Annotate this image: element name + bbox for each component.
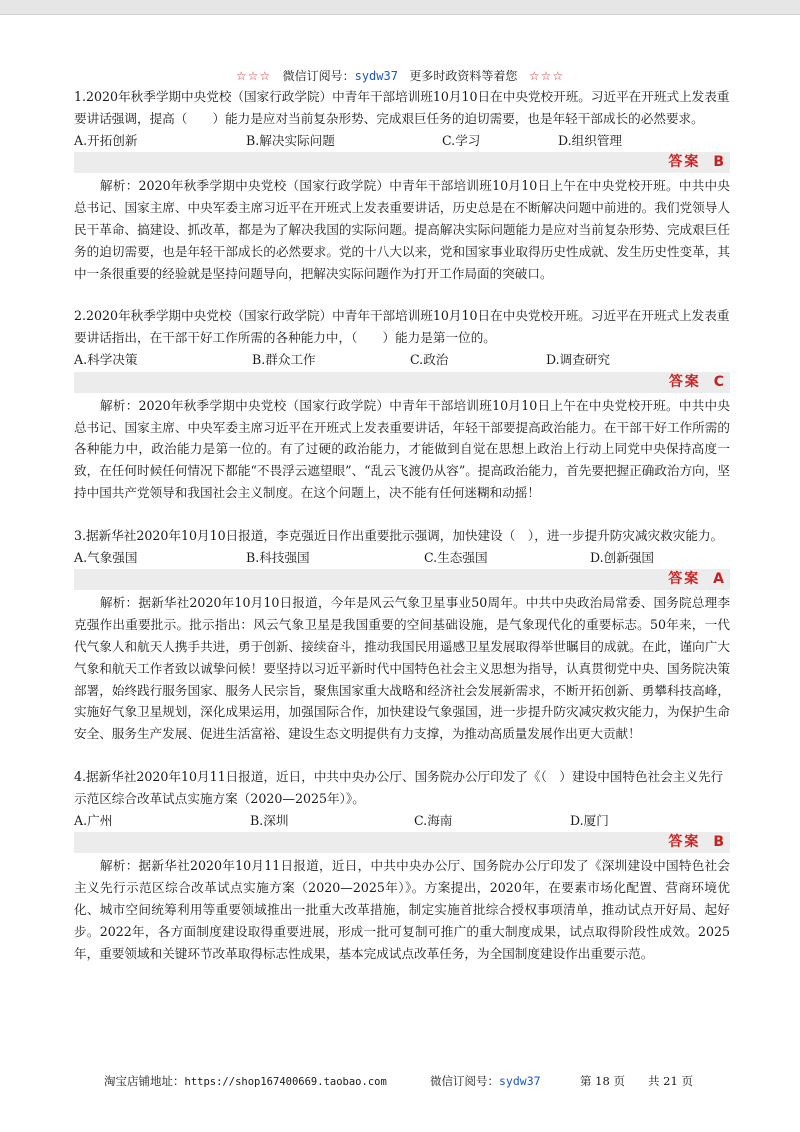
option: B.解决实际问题: [246, 132, 335, 148]
question-2-stem: 2.2020年秋季学期中央党校（国家行政学院）中青年干部培训班10月10日在中央党校开班。习近平在开班式上发表重要讲话指出，在干部干好工作所需的各种能力中，（ ）能力是第一位的。: [74, 308, 730, 346]
option: D.厦门: [570, 812, 609, 828]
document-body: [74, 86, 730, 964]
answer-label: 答案: [668, 571, 701, 588]
footer-wechat-label: 微信订阅号：: [430, 1074, 499, 1088]
option: D.调查研究: [546, 351, 611, 367]
question-3-stem: 3.据新华社2020年10月10日报道，李克强近日作出重要批示强调，加快建设（ ），进一步提升防灾减灾救灾能力。: [74, 527, 724, 543]
footer-shop-url[interactable]: https://shop167400669.taobao.com: [184, 1076, 387, 1088]
header-stars-left: ☆☆☆: [235, 69, 272, 83]
question-1-explanation: 解析：2020年秋季学期中央党校（国家行政学院）中青年干部培训班10月10日上午在中央党校开班。中共中央总书记、国家主席、中央军委主席习近平在开班式上发表重要讲话，历史总是在不断解决问题中前进的。我们党领导人民干革命、搞建设、抓改革，都是为了解决我国的实际问题。提高解决实际问题能力是应对当前复杂形势、完成艰巨任务的迫切需要，也是年轻干部成长的必然要求。党的十八大以来，党和国家事业取得历史性成就、发生历史性变革，其中一条很重要的经验就是坚持问题导向，把解决实际问题作为打开工作局面的突破口。: [74, 178, 730, 281]
option: C.海南: [414, 812, 453, 828]
option: D.组织管理: [558, 132, 623, 148]
answer-label: 答案: [668, 373, 701, 390]
option: A.气象强国: [74, 549, 138, 565]
page-number: 第 18 页: [580, 1074, 625, 1088]
footer-wechat: [430, 1073, 541, 1089]
option: A.科学决策: [74, 351, 138, 367]
header-label: 微信订阅号：: [282, 69, 355, 83]
question-4-explanation: 解析：据新华社2020年10月11日报道，近日，中共中央办公厅、国务院办公厅印发了《深圳建设中国特色社会主义先行示范区综合改革试点实施方案（2020—2025年）》。方案提出，2020年，在要素市场化配置、营商环境优化、城市空间统筹利用等重要领域推出一批重大改革措施，制定实施首批综合授权事项清单，推动试点开好局、起好步。2022年，各方面制度建设取得重要进展，形成一批可复制可推广的重大制度成果，试点取得阶段性成效。2025年，重要领域和关键环节改革取得标志性成果，基本完成试点改革任务，为全国制度建设作出重要示范。: [74, 858, 730, 961]
header-account: sydw37: [354, 69, 398, 83]
option: B.深圳: [250, 812, 289, 828]
question-3-options: [74, 547, 730, 569]
page-header: [0, 67, 800, 84]
option: C.生态强国: [424, 549, 488, 565]
page-total: 共 21 页: [648, 1074, 693, 1088]
footer-shop-label: 淘宝店铺地址：: [104, 1074, 185, 1088]
question-4-options: [74, 810, 730, 832]
option: B.群众工作: [252, 351, 316, 367]
answer-value: A: [713, 571, 726, 588]
question-4-stem: 4.据新华社2020年10月11日报道，近日，中共中央办公厅、国务院办公厅印发了《（ ）建设中国特色社会主义先行示范区综合改革试点实施方案（2020—2025年）》。: [74, 768, 724, 806]
question-2-explanation: 解析：2020年秋季学期中央党校（国家行政学院）中青年干部培训班10月10日上午在中央党校开班。中共中央总书记、国家主席、中央军委主席习近平在开班式上发表重要讲话，年轻干部要提高政治能力。在干部干好工作所需的各种能力中，政治能力是第一位的。有了过硬的政治能力，才能做到自觉在思想上政治上行动上同党中央保持高度一致，在任何时候任何情况下都能“不畏浮云遮望眼”、“乱云飞渡仍从容”。提高政治能力，首先要把握正确政治方向，坚持中国共产党领导和我国社会主义制度。在这个问题上，决不能有任何迷糊和动摇！: [74, 397, 730, 500]
answer-value: B: [713, 154, 726, 171]
footer-shop: [104, 1073, 387, 1089]
header-stars-right: ☆☆☆: [528, 69, 565, 83]
option: C.学习: [442, 132, 481, 148]
answer-bar: [74, 372, 730, 393]
question-2-options: [74, 349, 730, 371]
answer-bar: [74, 569, 730, 590]
option: A.广州: [74, 812, 113, 828]
option: C.政治: [410, 351, 449, 367]
answer-value: B: [713, 834, 726, 851]
option: D.创新强国: [590, 549, 655, 565]
question-1-options: [74, 130, 730, 152]
question-3-explanation: 解析：据新华社2020年10月10日报道，今年是风云气象卫星事业50周年。中共中央政治局常委、国务院总理李克强作出重要批示。批示指出：风云气象卫星是我国重要的空间基础设施，是气象现代化的重要标志。50年来，一代代气象人和航天人携手共进，勇于创新、接续奋斗，推动我国民用遥感卫星发展取得举世瞩目的成就。在此，谨向广大气象和航天工作者致以诚挚问候！要坚持以习近平新时代中国特色社会主义思想为指导，认真贯彻党中央、国务院决策部署，始终践行服务国家、服务人民宗旨，聚焦国家重大战略和经济社会发展新需求，不断开拓创新、勇攀科技高峰，实施好气象卫星规划，深化成果运用，加强国际合作，加快建设气象强国，进一步提升防灾减灾救灾能力，为保护生命安全、服务生产发展、促进生活富裕、建设生态文明提供有力支撑，为推动高质量发展作出更大贡献！: [74, 595, 730, 742]
option: B.科技强国: [246, 549, 310, 565]
answer-label: 答案: [668, 834, 701, 851]
option: A.开拓创新: [74, 132, 138, 148]
viewer-top-bar: [0, 0, 800, 15]
header-slogan: 更多时政资料等着您: [409, 69, 518, 83]
answer-bar: [74, 152, 730, 173]
answer-label: 答案: [668, 154, 701, 171]
answer-bar: [74, 832, 730, 853]
question-1-stem: 1.2020年秋季学期中央党校（国家行政学院）中青年干部培训班10月10日在中央党校开班。习近平在开班式上发表重要讲话强调，提高（ ）能力是应对当前复杂形势、完成艰巨任务的迫切需要，也是年轻干部成长的必然要求。: [74, 89, 730, 126]
answer-value: C: [713, 373, 726, 390]
footer-wechat-account: sydw37: [499, 1074, 541, 1088]
